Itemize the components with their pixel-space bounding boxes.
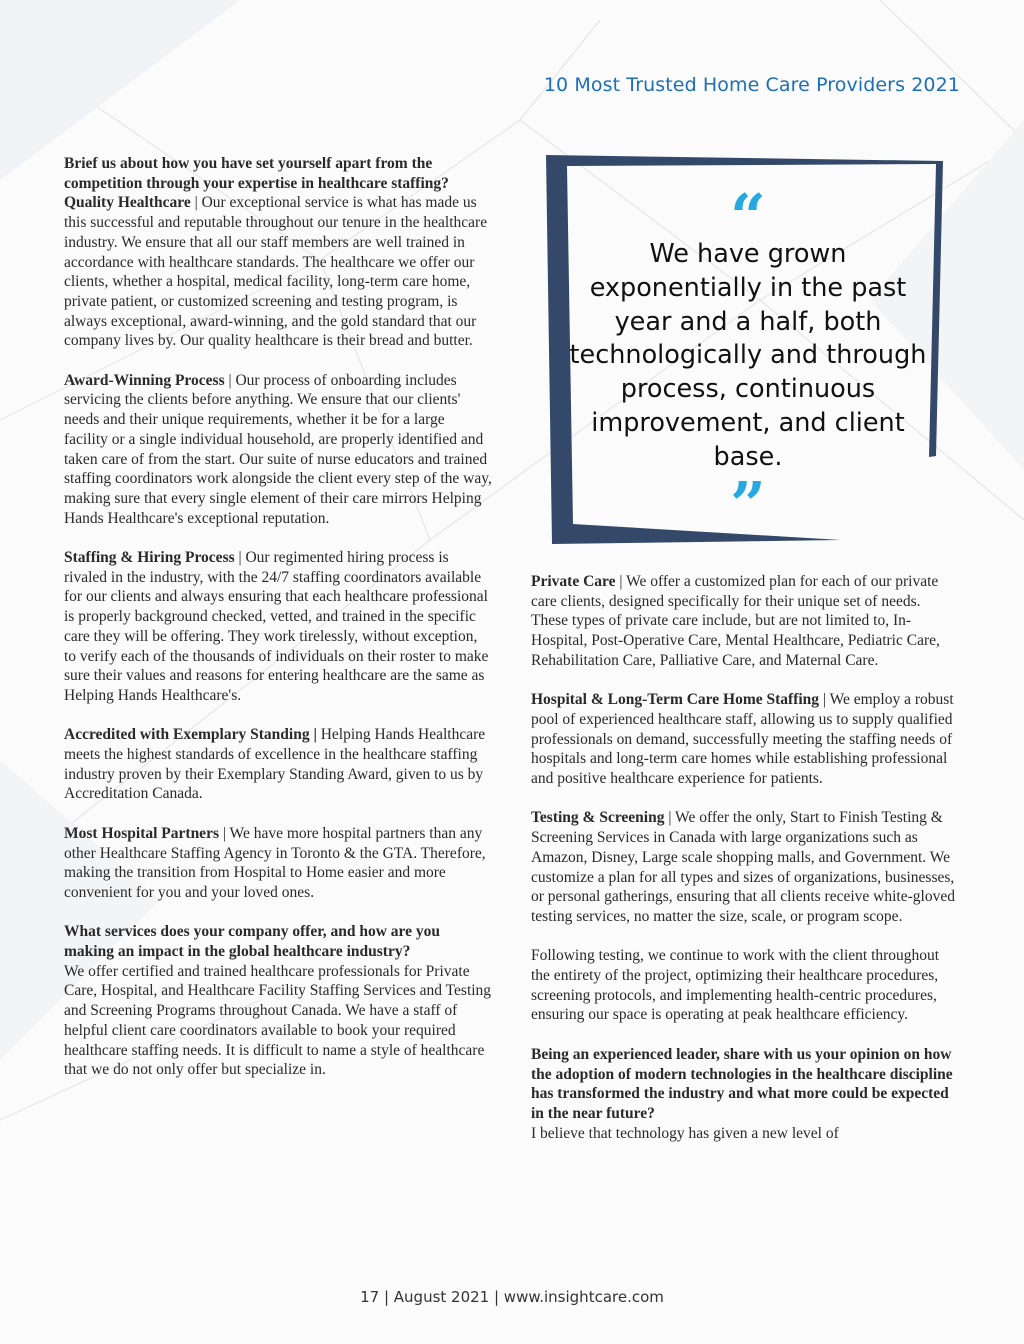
paragraph-accredited: Accredited with Exemplary Standing | Helping Hands Healthcare meets the highest standards of excellence in the healthcare staffing industry proven by their Exemplary Standing Award, given to us by Accreditation Canada. [64, 726, 486, 803]
question-heading: What services does your company offer, and how are you making an impact in the global healthcare industry? [64, 923, 441, 961]
right-column [531, 572, 961, 1143]
quote-open-icon: “ [730, 180, 766, 253]
pull-quote [543, 152, 953, 552]
paragraph-award-winning-process: Award-Winning Process | Our process of onboarding includes servicing the clients before anything. We ensure that our clients' needs and their unique requirements, whether it be for a large facility or a single individual household, are properly identified and taken care of from the start. Our suite of nurse educators and trained staffing coordinators work alongside the client every step of the way, making sure that every single element of their care mirrors Helping Hands Healthcare's exceptional reputation. [64, 371, 492, 527]
page-footer: 17 | August 2021 | www.insightcare.com [360, 1288, 664, 1306]
paragraph-quality-healthcare: Quality Healthcare | Our exceptional service is what has made us this successful and reputable throughout our tenure in the healthcare industry. We ensure that all our staff members are well trained in accordance with healthcare standards. The healthcare we offer our clients, whether a hospital, medical facility, long-term care home, private patient, or customized screening and testing program, is always exceptional, award-winning, and the gold standard that our company lives by. Our quality healthcare is their bread and butter. [64, 194, 488, 350]
magazine-header: 10 Most Trusted Home Care Providers 2021 [543, 74, 960, 96]
question-heading: Brief us about how you have set yourself apart from the competition through your expertise in healthcare staffing? [64, 155, 449, 192]
quote-close-icon: ” [730, 468, 766, 541]
left-column [64, 154, 492, 1080]
quote-frame [543, 152, 953, 552]
paragraph-hospital-staffing: Hospital & Long-Term Care Home Staffing | We employ a robust pool of experienced healthcare staff, allowing us to supply qualified professionals on demand, successfully meeting the staffing needs of hospitals and long-term care homes while establishing professional and positive healthcare experience for patients. [531, 691, 954, 788]
paragraph-most-hospital-partners: Most Hospital Partners | We have more hospital partners than any other Healthcare Staffing Agency in Toronto & the GTA. Therefore, making the transition from Hospital to Home easier and more convenient for you and your loved ones. [64, 824, 486, 901]
quote-text: We have grown exponentially in the past year and a half, both technologically and through process, continuous improvement, and client base. [569, 239, 927, 472]
paragraph-staffing-hiring-process: Staffing & Hiring Process | Our regimented hiring process is rivaled in the industry, with the 24/7 staffing coordinators available for our clients and always ensuring that each healthcare professional is properly background checked, vetted, and trained in the specific care they will be offering. They work tirelessly, without exception, to verify each of the thousands of individuals on their roster to make sure their values and reasons for entering healthcare are the same as Helping Hands Healthcare's. [64, 549, 489, 704]
paragraph-following-testing: Following testing, we continue to work with the client throughout the entirety of the project, optimizing their healthcare procedures, screening protocols, and implementing health-centric procedures, ensuring our space is operating at peak healthcare efficiency. [531, 947, 940, 1024]
paragraph-technology: I believe that technology has given a new level of [531, 1124, 839, 1142]
paragraph-private-care: Private Care | We offer a customized plan for each of our private care clients, designed specifically for their unique set of needs. These types of private care include, but are not limited to, In-Hospital, Post-Operative Care, Mental Healthcare, Pediatric Care, Rehabilitation Care, Palliative Care, and Maternal Care. [531, 573, 940, 669]
question-heading: Being an experienced leader, share with us your opinion on how the adoption of modern technologies in the healthcare discipline has transformed the industry and what more could be expected in the near future? [531, 1045, 953, 1122]
paragraph-testing-screening: Testing & Screening | We offer the only, Start to Finish Testing & Screening Services in Canada with large organizations such as Amazon, Disney, Large scale shopping malls, and Government. We customize a plan for all types and sizes of organizations, businesses, or personal gatherings, ensuring that all clients receive white-gloved testing services, no matter the size, scale, or program scope. [531, 809, 955, 925]
paragraph-services: We offer certified and trained healthcare professionals for Private Care, Hospital, and Healthcare Facility Staffing Services and Testing and Screening Programs throughout Canada. We have a staff of helpful client care coordinators available to book your required healthcare staffing needs. It is difficult to name a style of healthcare that we do not only offer but specialize in. [64, 962, 492, 1079]
